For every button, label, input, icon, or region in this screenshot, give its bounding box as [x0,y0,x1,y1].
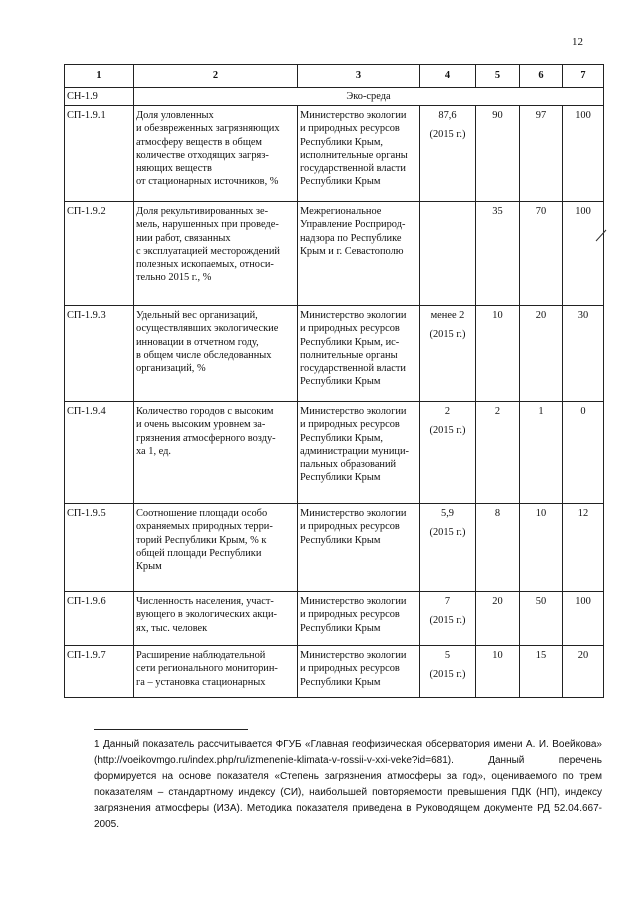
page-number: 12 [572,36,583,48]
responsible-body: Министерство экологии и природных ресурсов Республики Крым [298,646,420,698]
target-value: 8 [476,504,520,592]
base-year: (2015 г.) [429,615,466,627]
target-value: 30 [563,306,604,402]
base-value-cell [420,646,476,698]
column-header: 5 [476,65,520,88]
indicator-code: СП-1.9.6 [65,592,134,646]
table-row [65,504,604,592]
column-header: 3 [298,65,420,88]
target-value: 70 [520,202,563,306]
indicator-code: СП-1.9.4 [65,402,134,504]
target-value: 10 [476,646,520,698]
indicator-code: СП-1.9.3 [65,306,134,402]
base-value: 7 [444,596,451,608]
target-value: 90 [476,106,520,202]
indicator-code: СП-1.9.5 [65,504,134,592]
table-header-row [65,65,604,88]
responsible-body: Министерство экологии и природных ресурсов Республики Крым [298,592,420,646]
target-value: 20 [520,306,563,402]
indicator-code: СП-1.9.7 [65,646,134,698]
responsible-body: Министерство экологии и природных ресурсов Республики Крым, исполнительные органы государственной власти Республики Крым [298,106,420,202]
target-value: 97 [520,106,563,202]
table-row [65,402,604,504]
indicators-table [64,64,604,698]
target-value: 100 [563,106,604,202]
base-value-cell [420,504,476,592]
indicator-code: СП-1.9.1 [65,106,134,202]
indicator-name: Удельный вес организаций, осуществлявших экологические инновации в отчетном году, в общем числе обследованных организаций, % [134,306,298,402]
indicator-name: Расширение наблюдательной сети регионального мониторин- га – установка стационарных [134,646,298,698]
base-value: 2 [444,406,451,418]
responsible-body: Межрегиональное Управление Росприрод- надзора по Республике Крым и г. Севастополю [298,202,420,306]
table-row [65,106,604,202]
indicator-code: СП-1.9.2 [65,202,134,306]
indicator-name: Численность населения, участ- вующего в экологических акци- ях, тыс. человек [134,592,298,646]
base-value: 87,6 [438,110,457,122]
target-value: 15 [520,646,563,698]
target-value: 10 [520,504,563,592]
target-value: 20 [563,646,604,698]
column-header: 1 [65,65,134,88]
target-value: 2 [476,402,520,504]
target-value: 0 [563,402,604,504]
target-value: 35 [476,202,520,306]
indicator-name: Доля рекультивированных зе- мель, нарушенных при проведе- нии работ, связанных с эксплуатацией месторождений полезных ископаемых, относи- тельно 2015 г., % [134,202,298,306]
base-year: (2015 г.) [429,425,466,437]
section-code: СН-1.9 [65,88,134,106]
target-value: 20 [476,592,520,646]
responsible-body: Министерство экологии и природных ресурсов Республики Крым, администрации муници- пальных образований Республики Крым [298,402,420,504]
target-value: 100 [563,592,604,646]
base-value: 5,9 [441,508,454,520]
base-value-cell [420,402,476,504]
base-value-cell [420,592,476,646]
responsible-body: Министерство экологии и природных ресурсов Республики Крым [298,504,420,592]
section-row [65,88,604,106]
column-header: 4 [420,65,476,88]
target-value: 12 [563,504,604,592]
table-row [65,592,604,646]
base-value-cell [420,106,476,202]
column-header: 2 [134,65,298,88]
column-header: 6 [520,65,563,88]
base-year: (2015 г.) [429,527,466,539]
base-value-cell [420,202,476,306]
base-value-cell [420,306,476,402]
indicator-name: Количество городов с высоким и очень высоким уровнем за- грязнения атмосферного возду- ха 1, ед. [134,402,298,504]
indicator-name: Соотношение площади особо охраняемых природных терри- торий Республики Крым, % к общей площади Республики Крым [134,504,298,592]
target-value: 1 [520,402,563,504]
column-header: 7 [563,65,604,88]
section-title: Эко-среда [134,88,604,106]
base-value: менее 2 [430,310,465,322]
target-value: 10 [476,306,520,402]
table-row [65,306,604,402]
base-year: (2015 г.) [429,669,466,681]
target-value: 100 [563,202,604,306]
pen-stroke-mark [594,228,608,242]
footnote-text: 1 Данный показатель рассчитывается ФГУБ «Главная геофизическая обсерватория имени А. И. Воейкова» (http://voeikovmgo.ru/index.php/ru/izmenenie-klimata-v-rossii-v-xxi-veke?id=681). Данный перечень формируется на основе показателя «Степень загрязнения атмосферы за год», оцениваемого по трем показателям – стандартному индексу (СИ), наибольшей повторяемости превышения ПДК (НП), индексу загрязнения атмосферы (ИЗА). Методика показателя приведена в Руководящем документе РД 52.04.667-2005. [94,739,602,830]
target-value: 50 [520,592,563,646]
base-year: (2015 г.) [429,329,466,341]
responsible-body: Министерство экологии и природных ресурсов Республики Крым, ис- полнительные органы государственной власти Республики Крым [298,306,420,402]
footnote-separator [94,729,248,730]
table-row [65,202,604,306]
indicator-name: Доля уловленных и обезвреженных загрязняющих атмосферу веществ в общем количестве отходящих загряз- няющих веществ от стационарных источников, % [134,106,298,202]
base-value: 5 [444,650,451,662]
table-row [65,646,604,698]
base-year: (2015 г.) [429,129,466,141]
